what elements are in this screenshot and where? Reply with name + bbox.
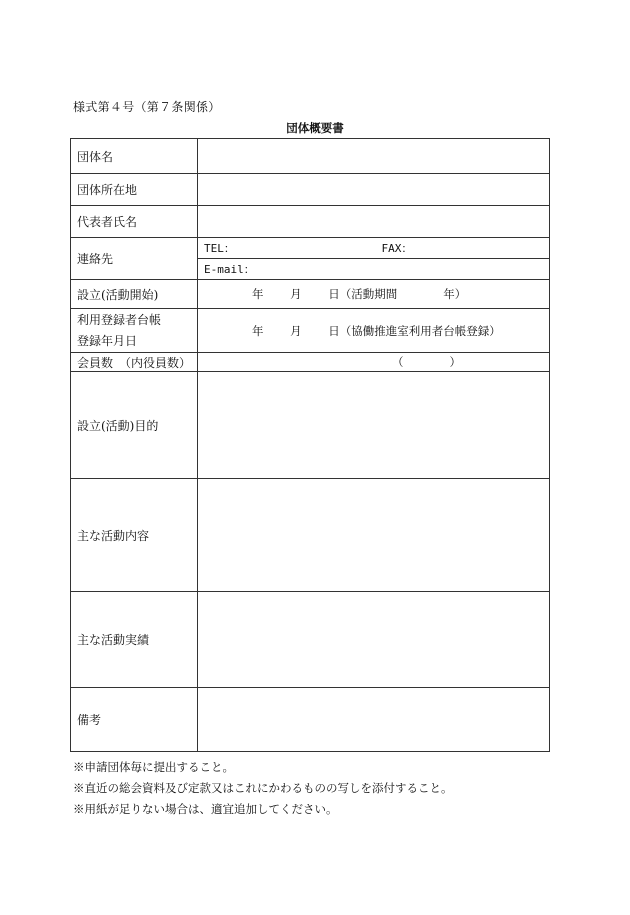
row-contact-phone (71, 238, 550, 259)
form-number: 様式第４号（第７条関係） (73, 100, 221, 114)
row-remarks (71, 688, 550, 752)
achievements-label: 主な活動実績 (71, 592, 198, 688)
row-purpose (71, 372, 550, 479)
registration-field[interactable] (198, 309, 550, 353)
organization-address-field[interactable] (198, 174, 550, 206)
note-attach-documents: ※直近の総会資料及び定款又はこれにかわるものの写しを添付すること。 (73, 781, 453, 795)
registration-label (71, 309, 198, 353)
row-achievements (71, 592, 550, 688)
row-organization-name (71, 139, 550, 174)
registration-label-line1: 利用登録者台帳 (77, 312, 162, 327)
members-label: 会員数 （内役員数） (71, 353, 198, 372)
note-add-pages: ※用紙が足りない場合は、適宜追加してください。 (73, 802, 338, 816)
row-established (71, 280, 550, 309)
contact-label: 連絡先 (71, 238, 198, 280)
row-registration-date (71, 309, 550, 353)
row-activities (71, 479, 550, 592)
organization-name-field[interactable] (198, 139, 550, 174)
fax-label: FAX： (381, 242, 413, 255)
email-field[interactable] (198, 259, 550, 280)
representative-field[interactable] (198, 206, 550, 238)
established-field[interactable] (198, 280, 550, 309)
activities-field[interactable] (198, 479, 550, 592)
organization-address-label: 団体所在地 (71, 174, 198, 206)
officers-count-text: （ ） (392, 355, 461, 369)
overview-form-table (70, 138, 550, 752)
note-submit-per-organization: ※申請団体毎に提出すること。 (73, 760, 234, 774)
registration-date-text: 年 月 日（協働推進室利用者台帳登録） (252, 323, 501, 338)
organization-name-label: 団体名 (71, 139, 198, 174)
phone-fax-field[interactable] (198, 238, 550, 259)
activities-label: 主な活動内容 (71, 479, 198, 592)
purpose-label: 設立(活動)目的 (71, 372, 198, 479)
row-organization-address (71, 174, 550, 206)
email-label: E-mail： (204, 263, 255, 276)
row-members (71, 353, 550, 372)
tel-label: TEL： (204, 242, 235, 255)
achievements-field[interactable] (198, 592, 550, 688)
remarks-field[interactable] (198, 688, 550, 752)
remarks-label: 備考 (71, 688, 198, 752)
representative-label: 代表者氏名 (71, 206, 198, 238)
established-label: 設立(活動開始) (71, 280, 198, 309)
registration-label-line2: 登録年月日 (77, 333, 138, 348)
document-title: 団体概要書 (286, 121, 344, 135)
row-representative (71, 206, 550, 238)
established-date-text: 年 月 日（活動期間 年） (252, 287, 467, 301)
purpose-field[interactable] (198, 372, 550, 479)
members-field[interactable] (198, 353, 550, 372)
